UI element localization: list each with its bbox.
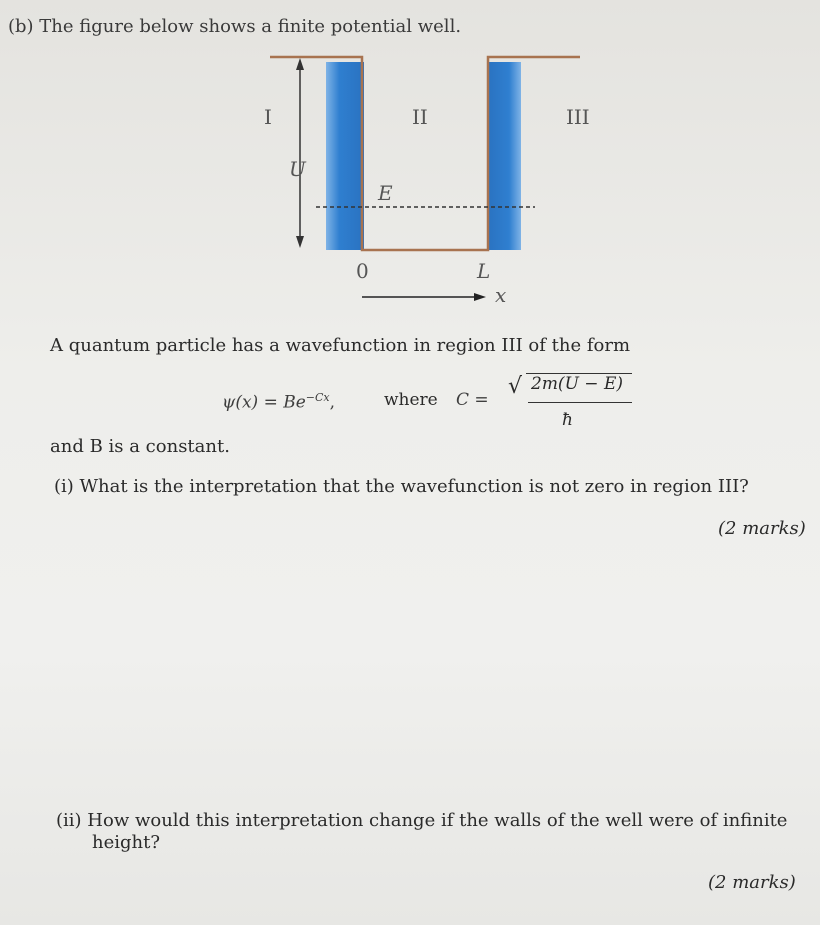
x-axis-arrow-head (474, 293, 486, 301)
equation-psi (222, 392, 335, 412)
equation-psi-base: ψ(x) = Be (222, 392, 306, 413)
width-label: L (477, 259, 491, 283)
equation-c-lhs: C = (456, 390, 489, 410)
region-label-ii: II (412, 105, 428, 129)
fraction-denominator: ħ (562, 410, 573, 430)
equation-where: where (384, 390, 438, 410)
fraction-line (528, 402, 632, 403)
question-i-marks: (2 marks) (718, 518, 806, 539)
question-heading: (b) The figure below shows a finite potential well. (8, 16, 462, 37)
arrow-head-up (296, 58, 304, 70)
well-outline (270, 57, 580, 250)
potential-well-diagram (0, 0, 820, 330)
constant-statement: and B is a constant. (50, 436, 230, 457)
question-ii-line1: (ii) How would this interpretation change if the walls of the well were of infinite (56, 810, 788, 831)
potential-label: U (289, 157, 306, 181)
question-ii-line2: height? (92, 832, 161, 853)
axis-label-x: x (495, 283, 507, 307)
equation-psi-exponent: −Cx (305, 391, 330, 404)
arrow-head-down (296, 236, 304, 248)
region-label-i: I (264, 105, 272, 129)
question-i: (i) What is the interpretation that the wavefunction is not zero in region III? (54, 476, 749, 497)
equation-comma: , (329, 392, 336, 413)
left-wall (326, 62, 364, 250)
sqrt-sign: √ (508, 374, 523, 399)
question-ii-marks: (2 marks) (708, 872, 796, 893)
energy-label: E (378, 181, 393, 205)
region-label-iii: III (566, 105, 590, 129)
origin-label: 0 (356, 259, 369, 283)
fraction-numerator: 2m(U − E) (531, 374, 623, 394)
intro-text: A quantum particle has a wavefunction in region III of the form (50, 335, 631, 356)
right-wall (487, 62, 521, 250)
